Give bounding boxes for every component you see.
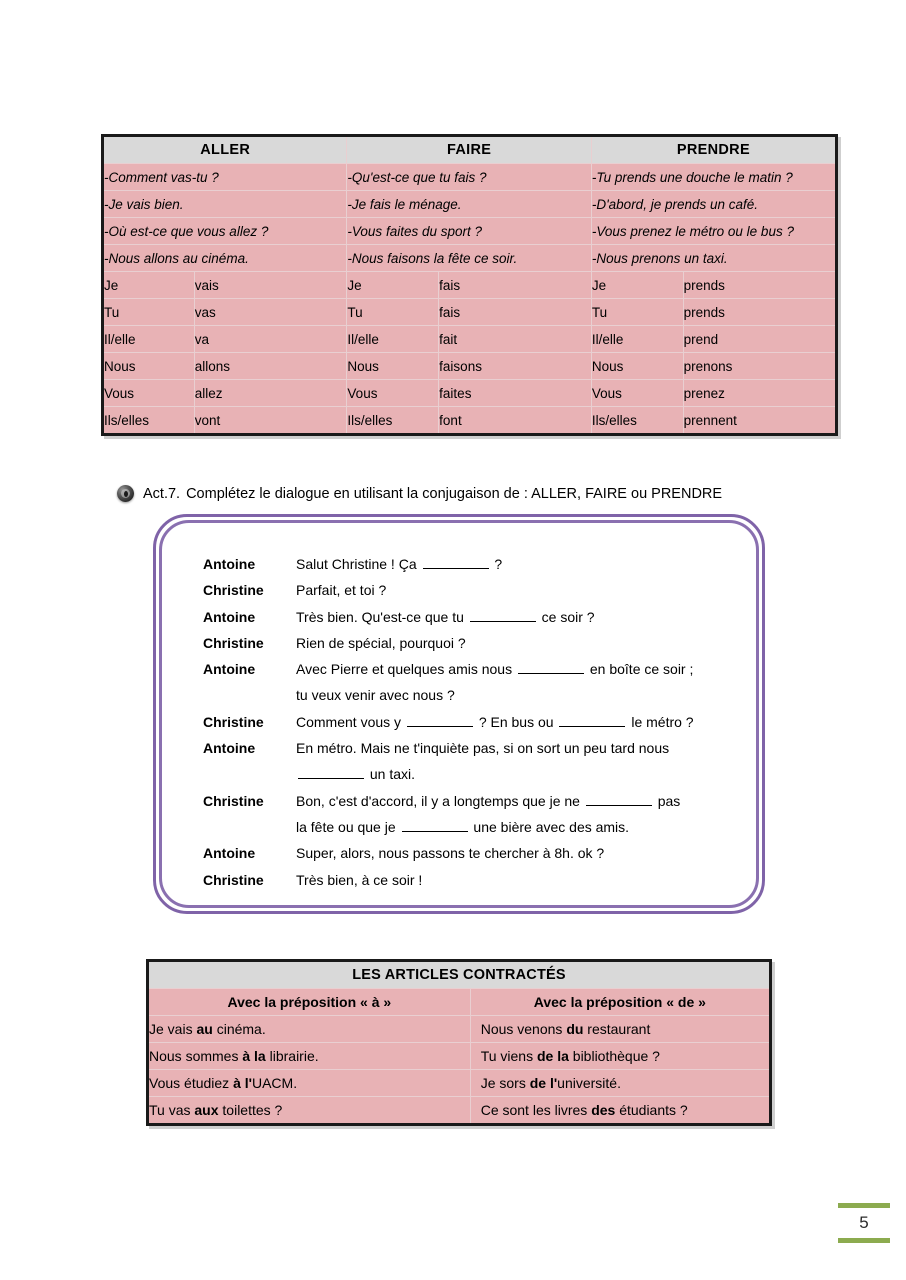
verb-cell-prendre: prennent	[683, 407, 836, 435]
conjugation-row	[103, 353, 837, 380]
dialogue-speaker: Christine	[203, 871, 264, 888]
dialogue-text: Rien de spécial, pourquoi ?	[296, 634, 466, 651]
example-cell: -Vous faites du sport ?	[347, 218, 591, 245]
dialogue-speaker: Antoine	[203, 556, 256, 572]
dialogue-box	[153, 514, 765, 914]
pronoun-cell: Tu	[103, 299, 195, 326]
verb-cell-aller: allez	[194, 380, 347, 407]
pronoun-cell: Il/elle	[347, 326, 439, 353]
dialogue-line	[203, 788, 738, 814]
dialogue-text: Très bien. Qu'est-ce que tu ce soir ?	[296, 608, 595, 625]
verb-cell-aller: vont	[194, 407, 347, 435]
dialogue-text: Salut Christine ! Ça ?	[296, 556, 503, 572]
articles-title: LES ARTICLES CONTRACTÉS	[148, 961, 771, 989]
article-example-a: Vous étudiez à l'UACM.	[148, 1070, 471, 1097]
dialogue-text: Comment vous y ? En bus ou le métro ?	[296, 713, 694, 730]
articles-subheader-de: Avec la préposition « de »	[470, 989, 770, 1016]
pronoun-cell: Je	[103, 272, 195, 299]
dialogue-text: la fête ou que je une bière avec des amis.	[296, 818, 630, 835]
verb-cell-aller: vais	[194, 272, 347, 299]
articles-row	[148, 1070, 771, 1097]
dialogue-speaker: Antoine	[203, 608, 256, 625]
answer-blank[interactable]	[518, 660, 584, 674]
pronoun-cell: Il/elle	[103, 326, 195, 353]
dialogue-text: Avec Pierre et quelques amis nous en boîte ce soir ;	[296, 661, 694, 678]
article-example-a: Tu vas aux toilettes ?	[148, 1097, 471, 1125]
activity-label: Act.7.	[143, 485, 181, 502]
dialogue-speaker: Christine	[203, 713, 264, 730]
pronoun-cell: Ils/elles	[591, 407, 683, 435]
example-cell: -Comment vas-tu ?	[103, 164, 347, 191]
verb-cell-faire: fait	[439, 326, 592, 353]
dialogue-text: un taxi.	[296, 761, 738, 787]
dialogue-text: tu veux venir avec nous ?	[296, 687, 455, 704]
article-example-de: Tu viens de la bibliothèque ?	[470, 1043, 770, 1070]
dialogue-lines	[203, 551, 738, 893]
articles-row	[148, 1097, 771, 1125]
articles-subheader-a: Avec la préposition « à »	[148, 989, 471, 1016]
dialogue-speaker: Antoine	[203, 740, 256, 757]
articles-row	[148, 1043, 771, 1070]
verb-cell-prendre: prends	[683, 299, 836, 326]
dialogue-line	[203, 577, 738, 603]
page-number: 5	[859, 1213, 869, 1232]
answer-blank[interactable]	[298, 765, 364, 779]
example-cell: -Je fais le ménage.	[347, 191, 591, 218]
answer-blank[interactable]	[559, 713, 625, 727]
verb-cell-prendre: prenez	[683, 380, 836, 407]
dialogue-line	[203, 840, 738, 866]
pronoun-cell: Je	[591, 272, 683, 299]
dialogue-speaker: Antoine	[203, 661, 256, 678]
article-example-a: Nous sommes à la librairie.	[148, 1043, 471, 1070]
pronoun-cell: Nous	[347, 353, 439, 380]
articles-title-row	[148, 961, 771, 989]
conjugation-row	[103, 272, 837, 299]
article-example-de: Ce sont les livres des étudiants ?	[470, 1097, 770, 1125]
dialogue-speaker: Christine	[203, 582, 264, 599]
pronoun-cell: Tu	[591, 299, 683, 326]
verb-header-faire: FAIRE	[347, 136, 591, 164]
example-row	[103, 245, 837, 272]
verb-cell-faire: fais	[439, 299, 592, 326]
answer-blank[interactable]	[586, 792, 652, 806]
dialogue-text: Bon, c'est d'accord, il y a longtemps que je ne pas	[296, 792, 681, 809]
conjugation-row	[103, 407, 837, 435]
verb-header-prendre: PRENDRE	[591, 136, 836, 164]
pronoun-cell: Vous	[347, 380, 439, 407]
verb-cell-faire: faites	[439, 380, 592, 407]
verb-header-aller: ALLER	[103, 136, 347, 164]
dialogue-line	[203, 551, 738, 577]
verb-cell-faire: fais	[439, 272, 592, 299]
activity-instruction-text: Complétez le dialogue en utilisant la conjugaison de : ALLER, FAIRE ou PRENDRE	[186, 485, 723, 502]
example-row	[103, 191, 837, 218]
verb-cell-aller: vas	[194, 299, 347, 326]
answer-blank[interactable]	[423, 555, 489, 569]
dialogue-line-continuation	[203, 814, 738, 840]
verb-cell-prendre: prend	[683, 326, 836, 353]
example-cell: -Nous faisons la fête ce soir.	[347, 245, 591, 272]
page-footer	[838, 1203, 890, 1243]
dialogue-speaker: Antoine	[203, 845, 256, 862]
ball-icon	[117, 485, 134, 502]
pronoun-cell: Il/elle	[591, 326, 683, 353]
dialogue-line-continuation	[203, 682, 738, 708]
dialogue-text: Très bien, à ce soir !	[296, 871, 423, 888]
example-row	[103, 164, 837, 191]
dialogue-line-continuation	[203, 761, 738, 787]
example-cell: -Nous prenons un taxi.	[591, 245, 836, 272]
dialogue-speaker: Christine	[203, 634, 264, 651]
verb-cell-faire: font	[439, 407, 592, 435]
example-cell: -Tu prends une douche le matin ?	[591, 164, 836, 191]
article-example-de: Nous venons du restaurant	[470, 1016, 770, 1043]
answer-blank[interactable]	[470, 608, 536, 622]
verb-cell-aller: allons	[194, 353, 347, 380]
answer-blank[interactable]	[407, 713, 473, 727]
example-cell: -Vous prenez le métro ou le bus ?	[591, 218, 836, 245]
dialogue-line	[203, 656, 738, 682]
dialogue-text: Parfait, et toi ?	[296, 582, 387, 599]
conjugation-header-row	[103, 136, 837, 164]
verb-cell-faire: faisons	[439, 353, 592, 380]
articles-subheader-row	[148, 989, 771, 1016]
conjugation-row	[103, 380, 837, 407]
pronoun-cell: Vous	[591, 380, 683, 407]
dialogue-line	[203, 709, 738, 735]
example-row	[103, 218, 837, 245]
conjugation-row	[103, 299, 837, 326]
pronoun-cell: Ils/elles	[103, 407, 195, 435]
pronoun-cell: Ils/elles	[347, 407, 439, 435]
dialogue-line	[203, 604, 738, 630]
example-cell: -Qu'est-ce que tu fais ?	[347, 164, 591, 191]
dialogue-speaker: Christine	[203, 792, 264, 809]
pronoun-cell: Nous	[591, 353, 683, 380]
articles-row	[148, 1016, 771, 1043]
footer-bar-bottom	[838, 1238, 890, 1243]
example-cell: -Où est-ce que vous allez ?	[103, 218, 347, 245]
article-example-a: Je vais au cinéma.	[148, 1016, 471, 1043]
answer-blank[interactable]	[402, 818, 468, 832]
dialogue-box-inner-border	[159, 520, 759, 908]
verb-cell-prendre: prends	[683, 272, 836, 299]
article-example-de: Je sors de l'université.	[470, 1070, 770, 1097]
conjugation-table	[101, 134, 838, 436]
pronoun-cell: Vous	[103, 380, 195, 407]
dialogue-text: En métro. Mais ne t'inquiète pas, si on sort un peu tard nous	[296, 740, 670, 757]
pronoun-cell: Tu	[347, 299, 439, 326]
activity-instruction	[117, 485, 857, 502]
dialogue-text: Super, alors, nous passons te chercher à 8h. ok ?	[296, 845, 605, 862]
dialogue-line	[203, 630, 738, 656]
example-cell: -D'abord, je prends un café.	[591, 191, 836, 218]
pronoun-cell: Nous	[103, 353, 195, 380]
example-cell: -Nous allons au cinéma.	[103, 245, 347, 272]
articles-table-container	[146, 959, 772, 1126]
conjugation-row	[103, 326, 837, 353]
conjugation-table-container	[101, 134, 838, 436]
dialogue-line	[203, 867, 738, 893]
verb-cell-aller: va	[194, 326, 347, 353]
example-cell: -Je vais bien.	[103, 191, 347, 218]
verb-cell-prendre: prenons	[683, 353, 836, 380]
pronoun-cell: Je	[347, 272, 439, 299]
dialogue-line	[203, 735, 738, 761]
articles-table	[146, 959, 772, 1126]
